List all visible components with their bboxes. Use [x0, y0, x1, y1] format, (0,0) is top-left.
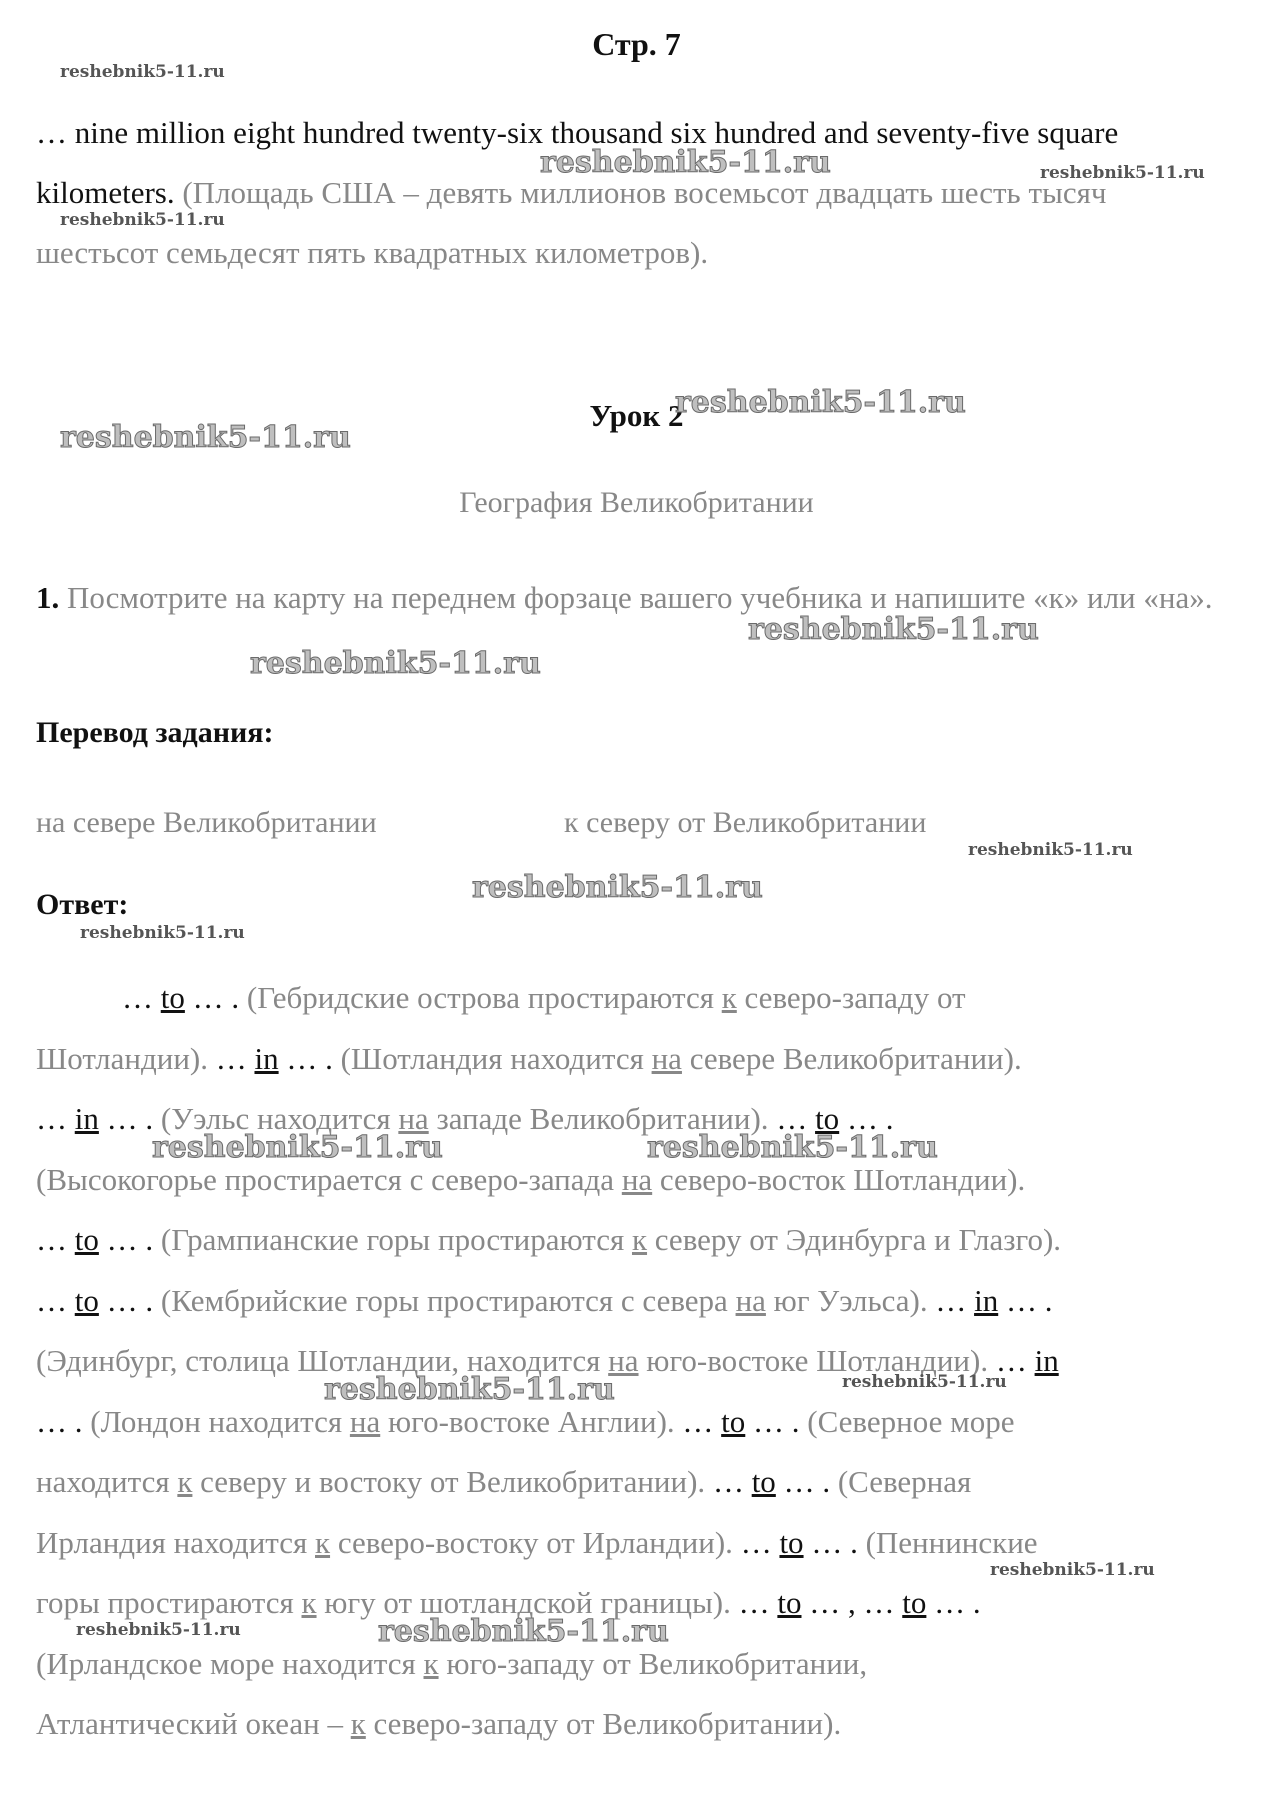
answer-line: Атлантический океан – к северо-западу от Великобритании).	[36, 1706, 842, 1741]
answer-line: … to … . (Грампианские горы простираются к северу от Эдинбурга и Глазго).	[36, 1222, 1062, 1257]
intro-russian: (Площадь США – девять миллионов восемьсот двадцать шесть тысяч шестьсот семьдесят пять квадратных километров).	[36, 175, 1107, 270]
answer-heading: Ответ:	[36, 888, 129, 921]
example-1: на севере Великобритании	[36, 806, 377, 839]
example-2: к северу от Великобритании	[564, 806, 927, 839]
watermark: reshebnik5-11.ru	[675, 385, 966, 420]
watermark: reshebnik5-11.ru	[60, 420, 351, 455]
task-text: Посмотрите на карту на переднем форзаце вашего учебника и напишите «к» или «на».	[67, 580, 1213, 615]
watermark: reshebnik5-11.ru	[472, 870, 763, 905]
task-number: 1.	[36, 580, 60, 615]
watermark: reshebnik5-11.ru	[60, 210, 225, 230]
page-header: Стр. 7	[592, 26, 681, 62]
answer-line: (Эдинбург, столица Шотландии, находится на юго-востоке Шотландии). … in	[36, 1343, 1059, 1378]
lesson-title: Урок 2	[589, 398, 684, 433]
watermark: reshebnik5-11.ru	[324, 1372, 615, 1407]
answer-line: горы простираются к югу от шотландской границы). … to … , … to … .	[36, 1585, 981, 1620]
watermark: reshebnik5-11.ru	[76, 1620, 241, 1640]
intro-english: … nine million eight hundred twenty-six thousand six hundred and seventy-five square kilometers.	[36, 115, 1119, 210]
lesson-subtitle: География Великобритании	[459, 486, 814, 519]
answer-line: (Высокогорье простирается с северо-запада на северо-восток Шотландии).	[36, 1161, 1026, 1197]
watermark: reshebnik5-11.ru	[990, 1560, 1155, 1580]
answer-line: Шотландии). … in … . (Шотландия находится на севере Великобритании).	[36, 1040, 1022, 1076]
watermark: reshebnik5-11.ru	[1040, 163, 1205, 183]
watermark: reshebnik5-11.ru	[968, 840, 1133, 860]
watermark: reshebnik5-11.ru	[60, 62, 225, 82]
answer-line: … in … . (Уэльс находится на западе Великобритании). … to … .	[36, 1101, 894, 1136]
watermark: reshebnik5-11.ru	[842, 1372, 1007, 1392]
answer-line: находится к северу и востоку от Великобритании). … to … . (Северная	[36, 1464, 972, 1499]
answer-line: … to … . (Гебридские острова простираются к северо-западу от	[122, 980, 966, 1015]
intro-paragraph	[36, 103, 1236, 283]
answer-line: (Ирландское море находится к юго-западу от Великобритании,	[36, 1645, 868, 1681]
watermark: reshebnik5-11.ru	[647, 1130, 938, 1165]
watermark: reshebnik5-11.ru	[152, 1130, 443, 1165]
watermark: reshebnik5-11.ru	[540, 145, 831, 180]
answer-line: … to … . (Кембрийские горы простираются с севера на юг Уэльса). … in … .	[36, 1282, 1053, 1318]
watermark: reshebnik5-11.ru	[378, 1614, 669, 1649]
answer-line: Ирландия находится к северо-востоку от Ирландии). … to … . (Пеннинские	[36, 1524, 1038, 1560]
translation-heading: Перевод задания:	[36, 716, 274, 749]
watermark: reshebnik5-11.ru	[748, 612, 1039, 647]
watermark: reshebnik5-11.ru	[80, 923, 245, 943]
task-1	[36, 568, 1236, 628]
watermark: reshebnik5-11.ru	[250, 646, 541, 681]
answer-line: … . (Лондон находится на юго-востоке Англии). … to … . (Северное море	[36, 1403, 1015, 1439]
